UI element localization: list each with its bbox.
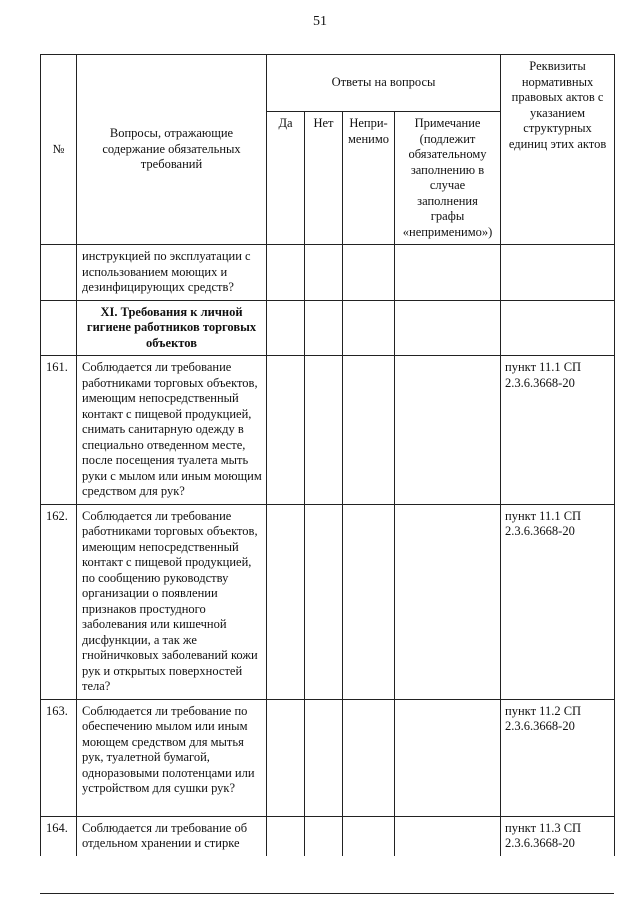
answer-no-cell[interactable] — [305, 699, 343, 816]
table-row — [41, 245, 615, 301]
answer-yes-cell[interactable] — [267, 699, 305, 816]
row-num: 161. — [41, 356, 77, 505]
page-number: 51 — [313, 14, 327, 29]
note-cell[interactable] — [395, 356, 501, 505]
answer-no-cell[interactable] — [305, 504, 343, 699]
header-row — [41, 55, 615, 112]
answer-no-cell[interactable] — [305, 816, 343, 856]
answer-yes-cell[interactable] — [267, 504, 305, 699]
answer-na-cell[interactable] — [343, 504, 395, 699]
row-num: 164. — [41, 816, 77, 856]
row-num — [41, 245, 77, 301]
row-requisites: пункт 11.3 СП 2.3.6.3668-20 — [501, 816, 615, 856]
table-row — [41, 504, 615, 699]
section-title: XI. Требования к личной гигиене работников торговых объектов — [77, 300, 267, 356]
row-requisites: пункт 11.2 СП 2.3.6.3668-20 — [501, 699, 615, 816]
row-question: Соблюдается ли требование об отдельном хранении и стирке — [77, 816, 267, 856]
row-num: 163. — [41, 699, 77, 816]
header-requisites: Реквизиты нормативных правовых актов с указанием структурных единиц этих актов — [501, 55, 615, 245]
answer-na-cell[interactable] — [343, 699, 395, 816]
note-cell[interactable] — [395, 245, 501, 301]
answer-yes-cell[interactable] — [267, 245, 305, 301]
row-question: Соблюдается ли требование по обеспечению мылом или иным моющем средством для мытья рук, туалетной бумагой, одноразовыми полотенцами или устройством для сушки рук? — [77, 699, 267, 816]
header-num: № — [41, 55, 77, 245]
answer-no-cell[interactable] — [305, 245, 343, 301]
answer-no-cell[interactable] — [305, 356, 343, 505]
row-num: 162. — [41, 504, 77, 699]
table-row — [41, 816, 615, 856]
header-yes: Да — [267, 112, 305, 245]
answer-na-cell[interactable] — [343, 356, 395, 505]
row-requisites: пункт 11.1 СП 2.3.6.3668-20 — [501, 356, 615, 505]
header-answers: Ответы на вопросы — [267, 55, 501, 112]
note-cell[interactable] — [395, 699, 501, 816]
answer-yes-cell[interactable] — [267, 816, 305, 856]
header-note: Примечание (подлежит обязательному заполнению в случае заполнения графы «неприменимо») — [395, 112, 501, 245]
header-na: Непри-менимо — [343, 112, 395, 245]
answer-yes-cell[interactable] — [267, 356, 305, 505]
row-question: инструкцией по эксплуатации с использованием моющих и дезинфицирующих средств? — [77, 245, 267, 301]
header-questions: Вопросы, отражающие содержание обязательных требований — [77, 55, 267, 245]
answer-na-cell[interactable] — [343, 245, 395, 301]
table-row — [41, 356, 615, 505]
table-row — [41, 699, 615, 816]
note-cell[interactable] — [395, 816, 501, 856]
section-row — [41, 300, 615, 356]
requirements-table — [40, 54, 615, 856]
row-requisites: пункт 11.1 СП 2.3.6.3668-20 — [501, 504, 615, 699]
note-cell[interactable] — [395, 504, 501, 699]
row-question: Соблюдается ли требование работниками торговых объектов, имеющим непосредственный контакт с пищевой продукцией, по сообщению руководству организации о появлении признаков простудного заболевания или кишечной дисфункции, а так же гнойничковых заболеваний кожи рук и открытых поверхностей тела? — [77, 504, 267, 699]
row-question: Соблюдается ли требование работниками торговых объектов, имеющим непосредственный контакт с пищевой продукцией, снимать санитарную одежду в специально отведенном месте, после посещения туалета мыть руки с мылом или иным моющим средством для рук? — [77, 356, 267, 505]
answer-na-cell[interactable] — [343, 816, 395, 856]
page-bottom-rule — [40, 893, 614, 894]
header-no: Нет — [305, 112, 343, 245]
row-requisites — [501, 245, 615, 301]
